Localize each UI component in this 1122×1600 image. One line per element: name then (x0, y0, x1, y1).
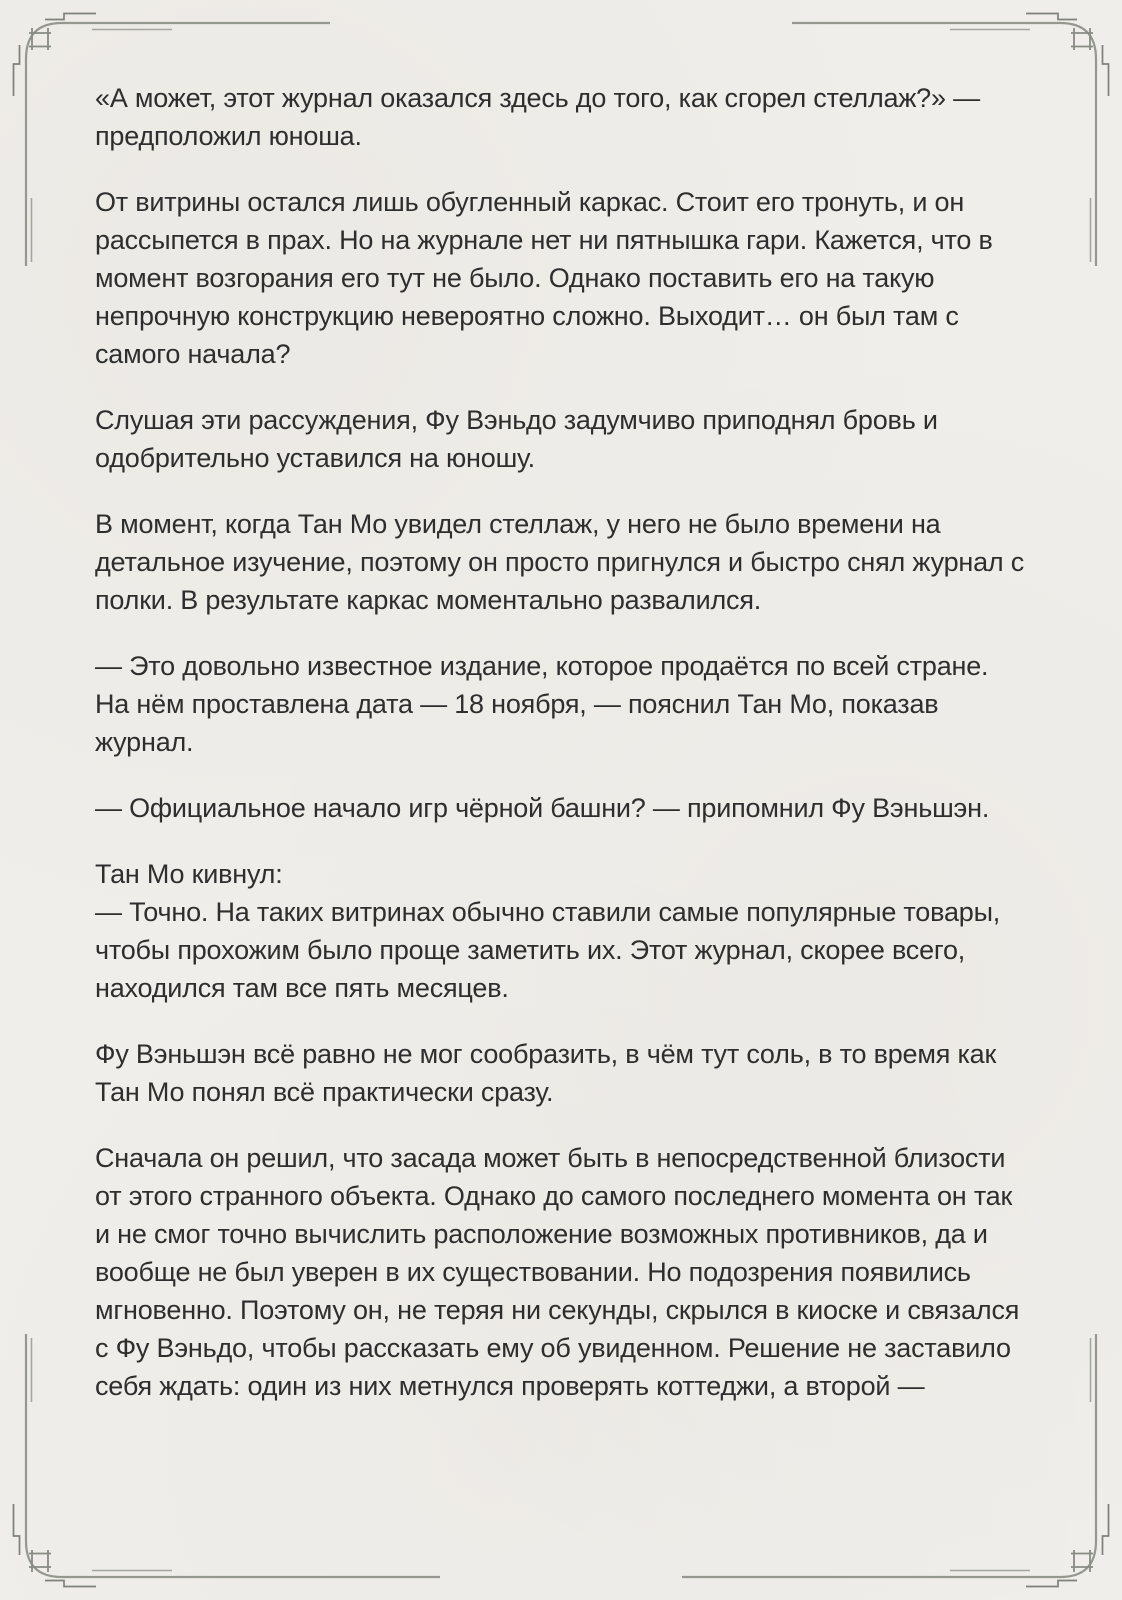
text-line: одобрительно уставился на юношу. (95, 443, 535, 473)
text-line: Сначала он решил, что засада может быть в непосредственной близости (95, 1143, 1006, 1173)
text-line: Тан Мо кивнул: (95, 859, 283, 889)
paragraph (95, 1139, 1035, 1405)
text-line: предположил юноша. (95, 121, 362, 151)
text-line: журнал. (95, 727, 194, 757)
text-line: чтобы прохожим было проще заметить их. Этот журнал, скорее всего, (95, 935, 966, 965)
text-line: Тан Мо понял всё практически сразу. (95, 1077, 554, 1107)
paragraph (95, 505, 1035, 619)
text-line: Фу Вэньшэн всё равно не мог сообразить, в чём тут соль, в то время как (95, 1039, 997, 1069)
text-line: детальное изучение, поэтому он просто пригнулся и быстро снял журнал с (95, 547, 1025, 577)
text-line: полки. В результате каркас моментально развалился. (95, 585, 762, 615)
paragraph (95, 401, 1035, 477)
text-line: себя ждать: один из них метнулся проверять коттеджи, а второй — (95, 1371, 925, 1401)
text-line: — Точно. На таких витринах обычно ставили самые популярные товары, (95, 897, 1001, 927)
text-line: находился там все пять месяцев. (95, 973, 509, 1003)
text-line: Слушая эти рассуждения, Фу Вэньдо задумчиво приподнял бровь и (95, 405, 938, 435)
paragraph (95, 1035, 1035, 1111)
text-line: В момент, когда Тан Мо увидел стеллаж, у него не было времени на (95, 509, 941, 539)
text-line: — Официальное начало игр чёрной башни? — припомнил Фу Вэньшэн. (95, 793, 990, 823)
text-line: непрочную конструкцию невероятно сложно. Выходит… он был там с (95, 301, 959, 331)
text-line: рассыпется в прах. Но на журнале нет ни пятнышка гари. Кажется, что в (95, 225, 993, 255)
text-line: мгновенно. Поэтому он, не теряя ни секунды, скрылся в киоске и связался (95, 1295, 1020, 1325)
paragraph (95, 789, 1035, 827)
text-line: от этого странного объекта. Однако до самого последнего момента он так (95, 1181, 1013, 1211)
text-line: На нём проставлена дата — 18 ноября, — пояснил Тан Мо, показав (95, 689, 939, 719)
paragraph (95, 79, 1035, 155)
text-line: с Фу Вэньдо, чтобы рассказать ему об увиденном. Решение не заставило (95, 1333, 1011, 1363)
paragraph (95, 183, 1035, 373)
text-line: момент возгорания его тут не было. Однако поставить его на такую (95, 263, 935, 293)
text-line: и не смог точно вычислить расположение возможных противников, да и (95, 1219, 988, 1249)
text-line: «А может, этот журнал оказался здесь до того, как сгорел стеллаж?» — (95, 83, 980, 113)
text-line: самого начала? (95, 339, 291, 369)
text-line: От витрины остался лишь обугленный каркас. Стоит его тронуть, и он (95, 187, 965, 217)
paragraph (95, 647, 1035, 761)
paragraph (95, 855, 1035, 1007)
text-line: — Это довольно известное издание, которое продаётся по всей стране. (95, 651, 989, 681)
page-text (95, 79, 1035, 1433)
text-line: вообще не был уверен в их существовании. Но подозрения появились (95, 1257, 971, 1287)
